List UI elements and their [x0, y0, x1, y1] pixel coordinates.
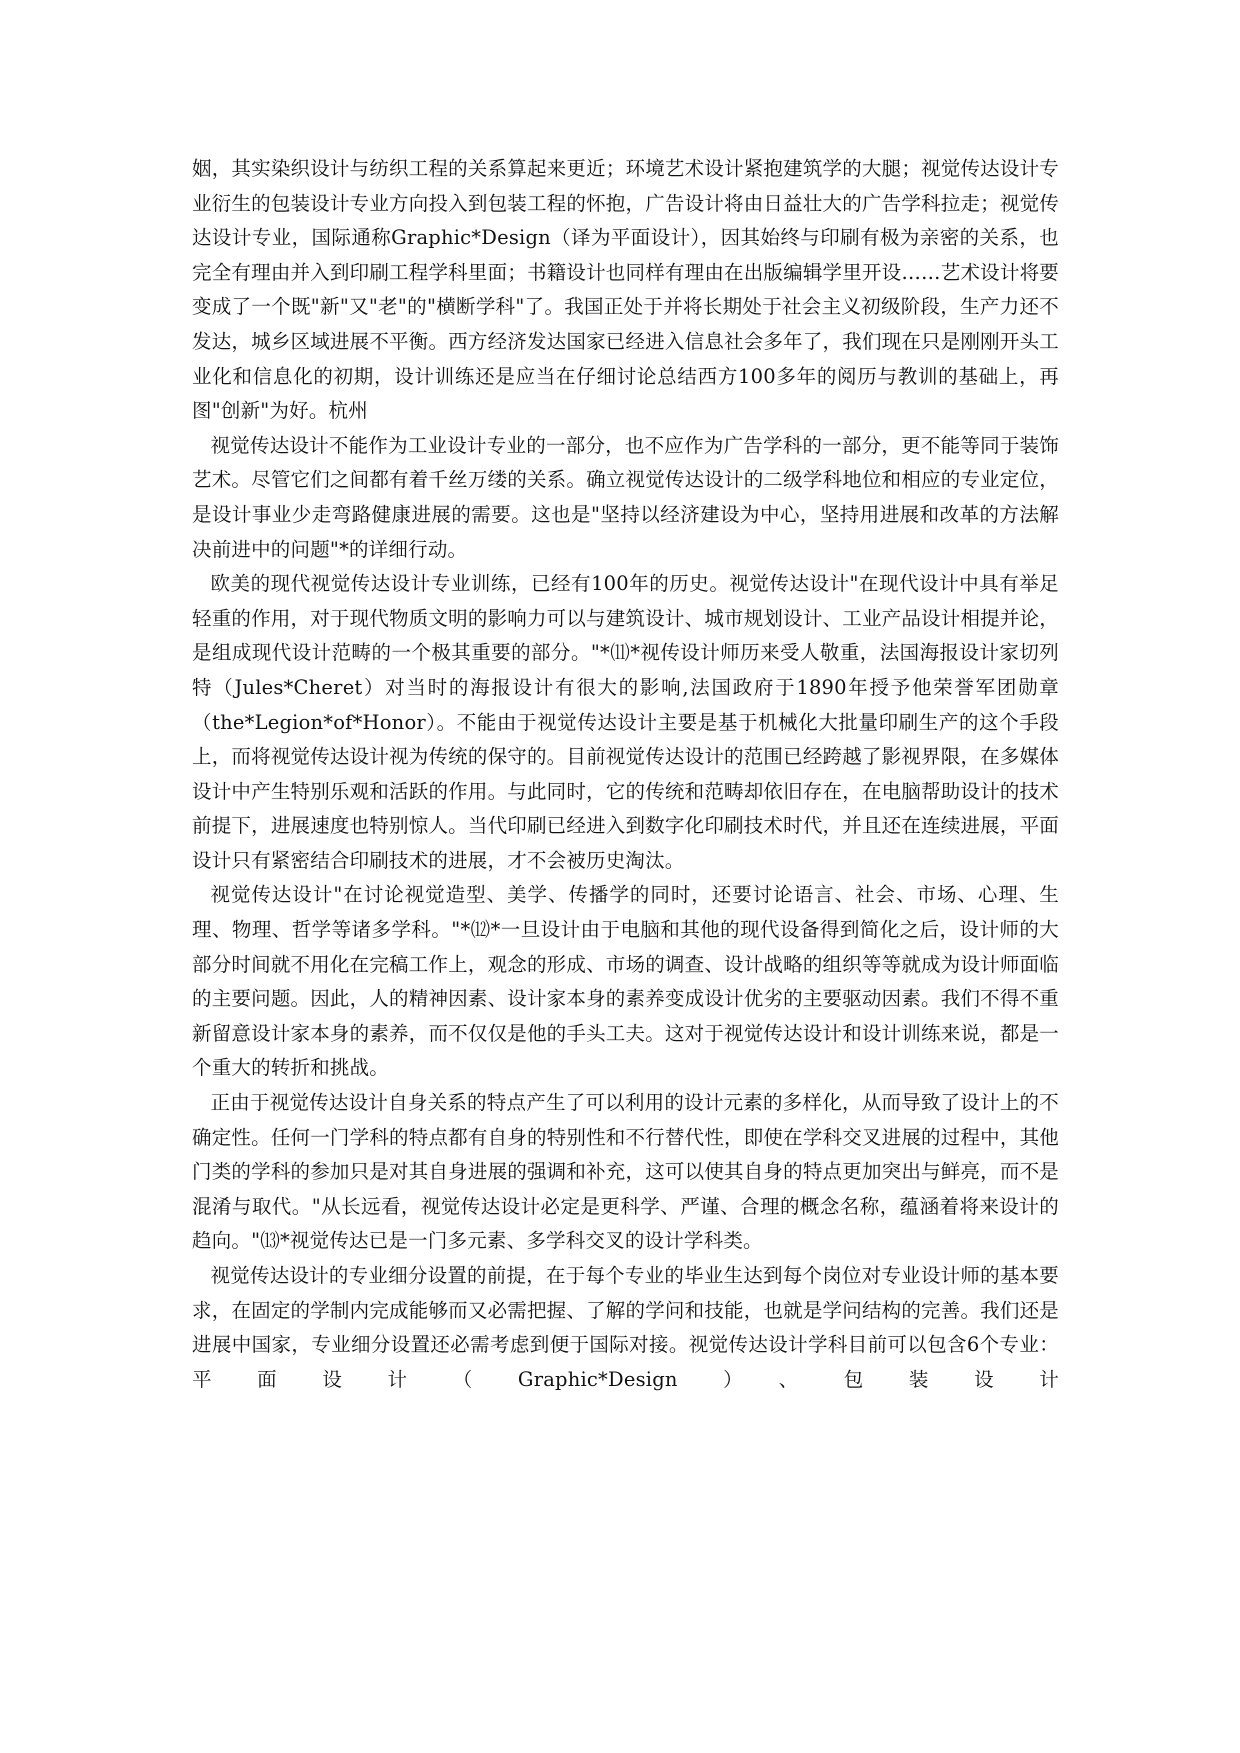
paragraph-1: 姻，其实染织设计与纺织工程的关系算起来更近；环境艺术设计紧抱建筑学的大腿；视觉传达设计专业衍生的包装设计专业方向投入到包装工程的怀抱，广告设计将由日益壮大的广告学科拉走；视觉传达设计专业，国际通称Graphic*Design（译为平面设计），因其始终与印刷有极为亲密的关系，也完全有理由并入到印刷工程学科里面；书籍设计也同样有理由在出版编辑学里开设……艺术设计将要变成了一个既"新"又"老"的"横断学科"了。我国正处于并将长期处于社会主义初级阶段，生产力还不发达，城乡区域进展不平衡。西方经济发达国家已经进入信息社会多年了，我们现在只是刚刚开头工业化和信息化的初期，设计训练还是应当在仔细讨论总结西方100多年的阅历与教训的基础上，再图"创新"为好。杭州 [192, 157, 1059, 423]
paragraph-4: 视觉传达设计"在讨论视觉造型、美学、传播学的同时，还要讨论语言、社会、市场、心理、生理、物理、哲学等诸多学科。"*⑿*一旦设计由于电脑和其他的现代设备得到简化之后，设计师的大部分时间就不用化在完稿工作上，观念的形成、市场的调查、设计战略的组织等等就成为设计师面临的主要问题。因此，人的精神因素、设计家本身的素养变成设计优劣的主要驱动因素。我们不得不重新留意设计家本身的素养，而不仅仅是他的手头工夫。这对于视觉传达设计和设计训练来说，都是一个重大的转折和挑战。 [192, 883, 1059, 1080]
paragraph-2: 视觉传达设计不能作为工业设计专业的一部分，也不应作为广告学科的一部分，更不能等同于装饰艺术。尽管它们之间都有着千丝万缕的关系。确立视觉传达设计的二级学科地位和相应的专业定位，是设计事业少走弯路健康进展的需要。这也是"坚持以经济建设为中心，坚持用进展和改革的方法解决前进中的问题"*的详细行动。 [192, 433, 1059, 561]
document-body [192, 152, 1059, 1397]
paragraph-6: 视觉传达设计的专业细分设置的前提，在于每个专业的毕业生达到每个岗位对专业设计师的基本要求，在固定的学制内完成能够而又必需把握、了解的学问和技能，也就是学问结构的完善。我们还是进展中国家，专业细分设置还必需考虑到便于国际对接。视觉传达设计学科目前可以包含6个专业：平面设计（Graphic*Design）、包装设计 [192, 1264, 1059, 1391]
paragraph-3: 欧美的现代视觉传达设计专业训练，已经有100年的历史。视觉传达设计"在现代设计中具有举足轻重的作用，对于现代物质文明的影响力可以与建筑设计、城市规划设计、工业产品设计相提并论，是组成现代设计范畴的一个极其重要的部分。"*⑾*视传设计师历来受人敬重，法国海报设计家切列特（Jules*Cheret）对当时的海报设计有很大的影响,法国政府于1890年授予他荣誉军团勋章（the*Legion*of*Honor）。不能由于视觉传达设计主要是基于机械化大批量印刷生产的这个手段上，而将视觉传达设计视为传统的保守的。目前视觉传达设计的范围已经跨越了影视界限，在多媒体设计中产生特别乐观和活跃的作用。与此同时，它的传统和范畴却依旧存在，在电脑帮助设计的技术前提下，进展速度也特别惊人。当代印刷已经进入到数字化印刷技术时代，并且还在连续进展，平面设计只有紧密结合印刷技术的进展，才不会被历史淘汰。 [192, 572, 1059, 872]
paragraph-5: 正由于视觉传达设计自身关系的特点产生了可以利用的设计元素的多样化，从而导致了设计上的不确定性。任何一门学科的特点都有自身的特别性和不行替代性，即使在学科交叉进展的过程中，其他门类的学科的参加只是对其自身进展的强调和补充，这可以使其自身的特点更加突出与鲜亮，而不是混淆与取代。"从长远看，视觉传达设计必定是更科学、严谨、合理的概念名称，蕴涵着将来设计的趋向。"⒀*视觉传达已是一门多元素、多学科交叉的设计学科类。 [192, 1091, 1059, 1253]
